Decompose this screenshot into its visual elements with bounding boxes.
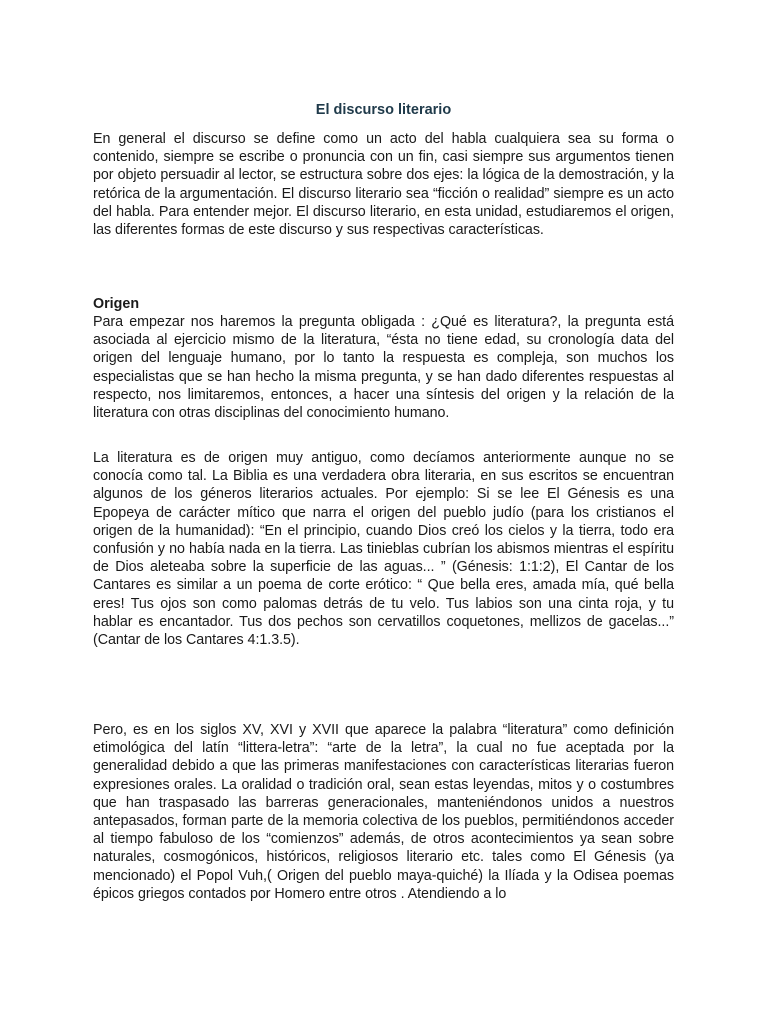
section-heading-origen: Origen — [93, 296, 140, 312]
origen-paragraph-2: La literatura es de origen muy antiguo, como decíamos anteriormente aunque no se conocía como tal. La Biblia es una verdadera obra literaria, en sus escritos se encuentran algunos de los géneros literarios actuales. Por ejemplo: Si se lee El Génesis es una Epopeya de carácter mítico que narra el origen del pueblo judío (para los cristianos el origen de la humanidad): “En el principio, cuando Dios creó los cielos y la tierra, todo era confusión y no había nada en la tierra. Las tinieblas cubrían los abismos mientras el espíritu de Dios aleteaba sobre la superficie de las aguas... ” (Génesis: 1:1:2), El Cantar de los Cantares es similar a un poema de corte erótico: “ Que bella eres, amada mía, qué bella eres! Tus ojos son como palomas detrás de tu velo. Tus labios son una cinta roja, y tu hablar es encantador. Tus dos pechos son cervatillos coquetones, mellizos de gacelas...” (Cantar de los Cantares 4:1.3.5). — [93, 450, 674, 649]
origen-paragraph-1: Para empezar nos haremos la pregunta obligada : ¿Qué es literatura?, la pregunta está asociada al ejercicio mismo de la literatura, “ésta no tiene edad, su cronología data del origen del lenguaje humano, por lo tanto la respuesta es compleja, son muchos los especialistas que se han hecho la misma pregunta, y se han dado diferentes respuestas al respecto, nos limitaremos, entonces, a hacer una síntesis del origen y la relación de la literatura con otras disciplinas del conocimiento humano. — [93, 314, 674, 422]
intro-paragraph: En general el discurso se define como un acto del habla cualquiera sea su forma o contenido, siempre se escribe o pronuncia con un fin, casi siempre sus argumentos tienen por objeto persuadir al lector, se estructura sobre dos ejes: la lógica de la demostración, y la retórica de la argumentación. El discurso literario sea “ficción o realidad” siempre es un acto del habla. Para entender mejor. El discurso literario, en esta unidad, estudiaremos el origen, las diferentes formas de este discurso y sus respectivas características. — [93, 131, 674, 239]
document-title: El discurso literario — [315, 102, 452, 118]
origen-paragraph-3: Pero, es en los siglos XV, XVI y XVII que aparece la palabra “literatura” como definición etimológica del latín “littera-letra”: “arte de la letra”, la cual no fue aceptada por la generalidad debido a que las primeras manifestaciones con características literarias fueron expresiones orales. La oralidad o tradición oral, sean estas leyendas, mitos y o costumbres que han traspasado las barreras generacionales, manteniéndonos unidos a nuestros antepasados, forman parte de la memoria colectiva de los pueblos, permitiéndonos acceder al tiempo fabuloso de los “comienzos” además, de otros acontecimientos ya sean sobre naturales, cosmogónicos, históricos, religiosos literario etc. tales como El Génesis (ya mencionado) el Popol Vuh,( Origen del pueblo maya-quiché) la Ilíada y la Odisea poemas épicos griegos contados por Homero entre otros . Atendiendo a lo — [93, 722, 674, 902]
